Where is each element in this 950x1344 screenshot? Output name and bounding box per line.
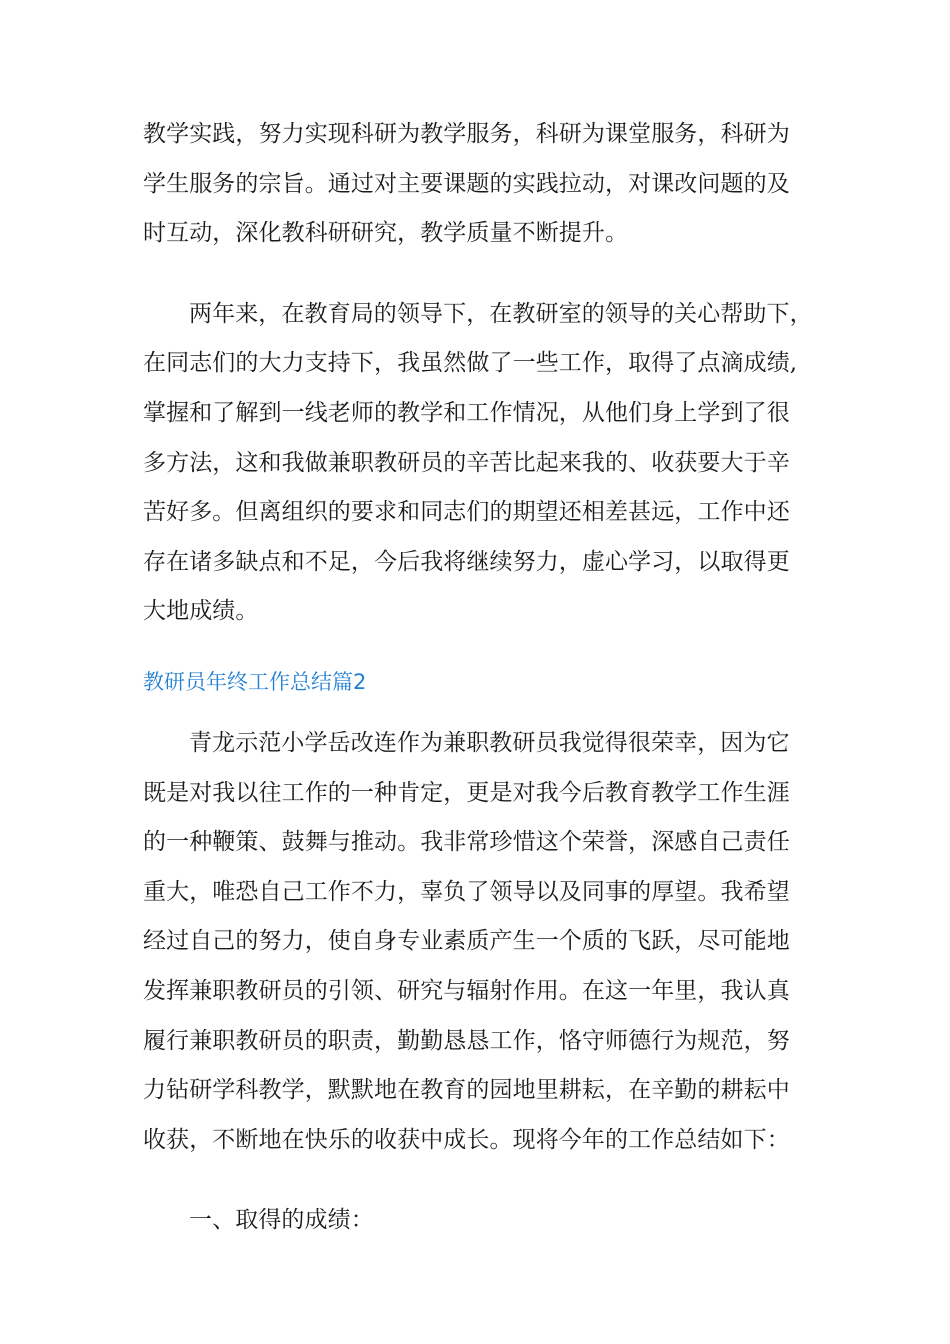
text-line: 重大，唯恐自己工作不力，辜负了领导以及同事的厚望。我希望: [143, 878, 790, 905]
text-line: 掌握和了解到一线老师的教学和工作情况，从他们身上学到了很: [143, 399, 790, 426]
paragraph-subheading-achievements: [143, 1196, 805, 1246]
paragraph-continuation: [143, 110, 805, 259]
text-line: 收获，不断地在快乐的收获中成长。现将今年的工作总结如下：: [143, 1126, 790, 1153]
paragraph-two-years: [143, 290, 813, 637]
text-line: 学生服务的宗旨。通过对主要课题的实践拉动，对课改问题的及: [143, 170, 790, 197]
text-line: 在同志们的大力支持下，我虽然做了一些工作，取得了点滴成绩,: [143, 350, 798, 377]
text-line: 时互动，深化教科研研究，教学质量不断提升。: [143, 220, 629, 247]
text-line: 大地成绩。: [143, 598, 259, 625]
text-line: 多方法，这和我做兼职教研员的辛苦比起来我的、收获要大于辛: [143, 449, 790, 476]
text-line: 存在诸多缺点和不足，今后我将继续努力，虚心学习，以取得更: [143, 548, 790, 575]
text-line: 的一种鞭策、鼓舞与推动。我非常珍惜这个荣誉，深感自己责任: [143, 829, 790, 856]
text-line: 苦好多。但离组织的要求和同志们的期望还相差甚远，工作中还: [143, 499, 790, 526]
text-line: 经过自己的努力，使自身专业素质产生一个质的飞跃，尽可能地: [143, 928, 790, 955]
text-line: 发挥兼职教研员的引领、研究与辐射作用。在这一年里，我认真: [143, 977, 790, 1004]
text-line: 力钻研学科教学，默默地在教育的园地里耕耘，在辛勤的耕耘中: [143, 1077, 790, 1104]
section-heading: 教研员年终工作总结篇2: [143, 669, 367, 694]
text-line: 既是对我以往工作的一种肯定，更是对我今后教育教学工作生涯: [143, 779, 790, 806]
text-line: 一、取得的成绩：: [189, 1207, 374, 1234]
document-body: [143, 110, 813, 1246]
text-line: 教学实践，努力实现科研为教学服务，科研为课堂服务，科研为: [143, 121, 790, 147]
text-line: 两年来，在教育局的领导下，在教研室的领导的关心帮助下，: [189, 300, 813, 327]
text-line: 青龙示范小学岳改连作为兼职教研员我觉得很荣幸，因为它: [189, 729, 790, 756]
text-line: 履行兼职教研员的职责，勤勤恳恳工作，恪守师德行为规范，努: [143, 1027, 790, 1054]
paragraph-introduction: [143, 719, 805, 1165]
